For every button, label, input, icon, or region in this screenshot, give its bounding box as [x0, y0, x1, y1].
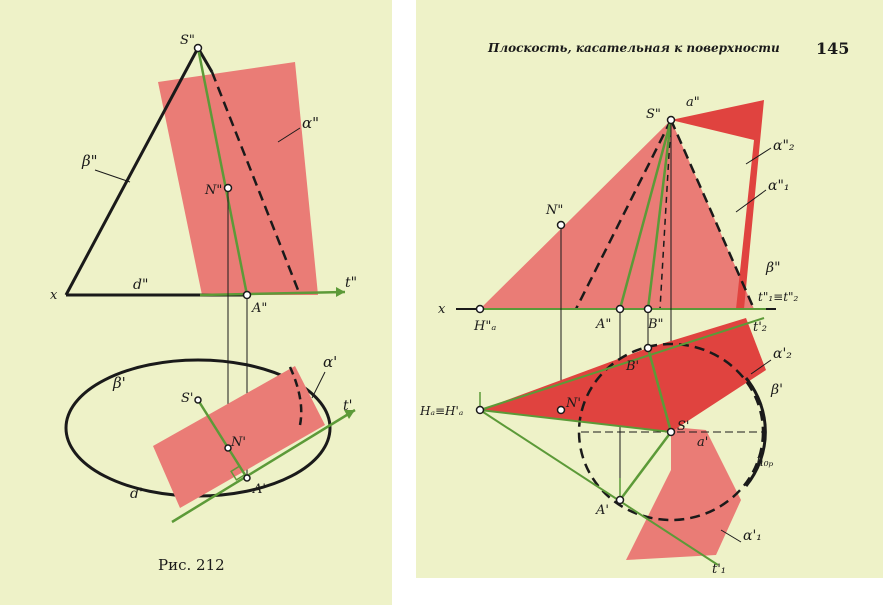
label-a2: a"	[686, 95, 700, 110]
point-A2	[617, 306, 624, 313]
leader-beta2	[95, 170, 130, 182]
point-S1	[668, 429, 675, 436]
t2-arrow	[336, 287, 345, 297]
page-number: 145	[816, 39, 850, 58]
label-S1: S'	[181, 391, 194, 406]
label-h0p: h₀ₚ	[756, 455, 774, 469]
point-S2	[195, 45, 202, 52]
label-alpha2: α"	[302, 114, 320, 132]
label-t1-eq-t2: t"₁≡t"₂	[758, 290, 799, 304]
label-x: x	[50, 288, 58, 303]
label-alpha2p: α'₂	[773, 346, 792, 362]
label-S1: S'	[677, 419, 690, 434]
label-beta1: β'	[113, 374, 126, 392]
label-S2: S"	[180, 33, 195, 48]
point-N2	[558, 222, 565, 229]
label-t1: t'	[343, 398, 353, 414]
label-d2: d"	[133, 277, 149, 293]
label-A2: A"	[252, 301, 268, 316]
point-Ha	[477, 407, 484, 414]
point-A1	[617, 497, 624, 504]
running-header-title: Плоскость, касательная к поверхности	[488, 41, 780, 55]
label-x: x	[438, 302, 446, 317]
point-A2	[244, 292, 251, 299]
point-N2	[225, 185, 232, 192]
left-page	[0, 0, 392, 605]
label-t2: t"	[345, 275, 358, 291]
label-N1: N'	[566, 396, 581, 411]
point-S2	[668, 117, 675, 124]
label-A1: A'	[253, 482, 266, 497]
label-alpha1: α'	[323, 353, 338, 371]
label-beta2: β"	[82, 152, 98, 170]
point-S1	[195, 397, 201, 403]
label-alpha2-2: α"₂	[773, 138, 795, 154]
figure-212	[0, 0, 392, 605]
label-A2: A"	[596, 317, 612, 332]
label-t2p: t'₂	[753, 320, 768, 335]
point-B2	[645, 306, 652, 313]
label-d1: d'	[130, 486, 143, 502]
label-A1: A'	[596, 503, 609, 518]
label-t1p: t'₁	[712, 562, 727, 577]
figure-caption: Рис. 212	[158, 556, 225, 574]
label-beta1: β'	[771, 382, 783, 398]
point-A1	[244, 475, 250, 481]
label-B1: B'	[626, 359, 640, 374]
label-alpha1-2: α"₁	[768, 178, 790, 194]
leader-alpha1	[312, 372, 325, 398]
label-N2: N"	[546, 203, 564, 218]
label-N1: N'	[231, 435, 246, 450]
point-Ha2	[477, 306, 484, 313]
plane-alpha-frontal	[158, 62, 318, 295]
label-beta2: β"	[766, 260, 781, 276]
label-a1: a'	[697, 435, 709, 450]
label-Ha-eq-Ha1: Hₐ≡H'ₐ	[420, 404, 464, 418]
point-B1	[645, 345, 652, 352]
label-Ha2: H"ₐ	[474, 319, 497, 334]
label-B2: B"	[648, 317, 664, 332]
label-N2: N"	[205, 183, 223, 198]
right-page	[416, 0, 883, 578]
label-S2: S"	[646, 107, 661, 122]
point-N1	[558, 407, 565, 414]
tangent-plane-figure	[416, 0, 883, 578]
label-alpha1p: α'₁	[743, 528, 762, 544]
